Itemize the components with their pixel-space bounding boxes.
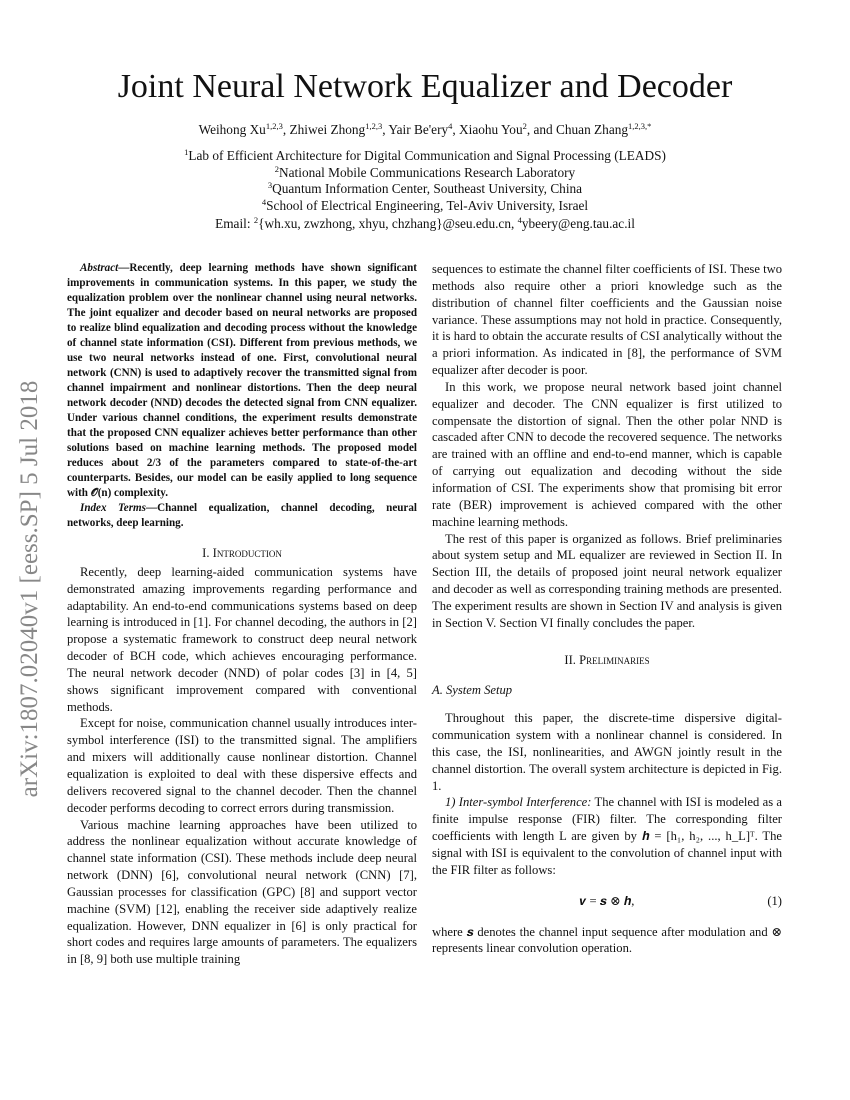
- index-terms-text: —Channel equalization, channel decoding, neural networks, deep learning.: [67, 502, 417, 529]
- paragraph: where 𝒔 denotes the channel input sequence after modulation and ⊗ represents linear convolution operation.: [432, 924, 782, 956]
- paragraph-text: The channel with ISI is modeled as a finite impulse response (FIR) filter. The corresponding filter coefficients with length L are given by 𝒉 = [h₁, h₂, ..., h_L]ᵀ. The signal with ISI is equivalent to the convolution of channel input with the FIR filter as follows:: [432, 795, 782, 877]
- author-list: [0, 122, 850, 139]
- equation-body: 𝒗 = 𝒔 ⊗ 𝒉,: [579, 893, 635, 908]
- email-line: [0, 216, 850, 233]
- author: Zhiwei Zhong: [289, 122, 366, 137]
- left-column: [67, 261, 417, 968]
- right-column: [432, 261, 782, 957]
- section-heading: [432, 652, 782, 669]
- author-sup: 2: [522, 121, 527, 131]
- equation-number: (1): [767, 893, 782, 908]
- author: Weihong Xu: [198, 122, 266, 137]
- email-address[interactable]: ybeery@eng.tau.ac.il: [521, 216, 635, 232]
- author-sup: 4: [448, 121, 453, 131]
- sep: , and: [526, 122, 557, 137]
- paragraph: Recently, deep learning-aided communication systems have demonstrated amazing improvements regarding performance and adaptability. An end-to-end communications systems based on deep learning is introduced in [1]. For channel decoding, the authors in [2] propose a systematic framework to construct deep neural network decoder of BCH code, which achieves encouraging performance. The neural network decoder (NND) of polar codes [3] in [4, 5] shows significant improvement compared with conventional methods.: [67, 564, 417, 714]
- email-sup: 4: [517, 215, 522, 226]
- index-terms: [67, 501, 417, 531]
- paragraph: sequences to estimate the channel filter coefficients of ISI. These two methods also require other a priori knowledge such as the distribution of channel filter coefficients and the Gaussian noise variance. These assumptions may not hold in practice. Consequently, it is hard to obtain the accurate results of CSI analytically without the a priori information. As indicated in [8], the performance of SVM equalizer after decoder is poor.: [432, 262, 782, 378]
- arxiv-identifier: arXiv:1807.02040v1 [eess.SP] 5 Jul 2018: [16, 380, 43, 798]
- equation: [432, 893, 782, 910]
- email-address[interactable]: {wh.xu, zwzhong, xhyu, chzhang}@seu.edu.cn,: [258, 216, 518, 232]
- aff-sup: 1: [184, 147, 189, 157]
- sep: ,: [452, 122, 460, 137]
- abstract: [67, 261, 417, 501]
- section-number: II.: [564, 652, 580, 667]
- sep: ,: [282, 122, 290, 137]
- section-heading: [67, 545, 417, 562]
- author-sup: 1,2,3: [365, 121, 383, 131]
- aff-sup: 4: [261, 196, 267, 207]
- aff-text: School of Electrical Engineering, Tel-Aviv University, Israel: [266, 197, 589, 213]
- aff-sup: 3: [267, 180, 273, 191]
- email-label: Email:: [215, 216, 254, 232]
- affiliation: [0, 198, 850, 215]
- author: Chuan Zhang: [556, 122, 629, 137]
- aff-text: National Mobile Communications Research Laboratory: [279, 164, 576, 180]
- paragraph: [432, 794, 782, 878]
- aff-text: Quantum Information Center, Southeast University, China: [272, 181, 583, 197]
- abstract-text: —Recently, deep learning methods have shown significant improvements in communication systems. In this paper, we study the equalization problem over the nonlinear channel using neural networks. The joint equalizer and decoder based on neural networks are proposed to realize blind equalization and decoding process without the knowledge of channel state information (CSI). Different from previous methods, we use two neural networks instead of one. First, convolutional neural network (CNN) is used to adaptively recover the transmitted signal from channel impairment and nonlinear distortions. Then the deep neural network decoder (NND) decodes the detected signal from CNN equalizer. Under various channel conditions, the experiment results demonstrate that the proposed CNN equalizer achieves better performance than other solutions based on machine learning methods. The proposed model reduces about 2/3 of the parameters compared to state-of-the-art counterparts. Besides, our model can be easily applied to long sequence with 𝒪(n) complexity.: [67, 262, 417, 499]
- paragraph: Except for noise, communication channel usually introduces inter-symbol interference (ISI) to the transmitted signal. The amplifiers and mixers will additionally cause nonlinear distortion. Channel equalization is exploited to deal with these dispersive effects and delivers recovered signal to the channel decoder. Then the channel decoder performs decoding to correct errors during transmission.: [67, 716, 417, 815]
- section-title: Introduction: [212, 546, 282, 560]
- affiliation: [0, 165, 850, 182]
- aff-sup: 2: [274, 163, 280, 174]
- paragraph-label: 1) Inter-symbol Interference:: [445, 795, 592, 810]
- paragraph: In this work, we propose neural network based joint channel equalizer and decoder. The CNN equalizer is first utilized to compensate the distortion of signal. Then the other polar NND is cascaded after CNN to decode the recovered sequence. The networks are trained with an offline and end-to-end manner, which is capable of carrying out equalization and decoding without the side information of CSI. The experiments show that promising bit error rate (BER) improvement is achieved compared with the other machine learning methods.: [432, 379, 782, 529]
- abstract-label: Abstract: [80, 262, 119, 274]
- author-sup: 1,2,3: [265, 121, 283, 131]
- paragraph: Various machine learning approaches have been utilized to address the nonlinear equalization without accurate knowledge of channel state information (CSI). These methods include deep neural network (DNN) [6], convolutional neural network (CNN) [7], Gaussian processes for classification (GPC) [8] and support vector machine (SVM) [12], enabling the receiver side adaptively realize equalization. However, DNN equalizer in [6] is only practical for short codes and requires large amounts of parameters. The equalizers in [8, 9] both use multiple training: [67, 817, 417, 967]
- affiliation: [0, 181, 850, 198]
- sep: ,: [382, 122, 389, 137]
- paper-title: Joint Neural Network Equalizer and Decoder: [117, 68, 733, 105]
- author: Xiaohu You: [459, 122, 523, 137]
- affiliation: [0, 148, 850, 165]
- email-sup: 2: [253, 215, 259, 226]
- aff-text: Lab of Efficient Architecture for Digital Communication and Signal Processing (LEADS): [188, 148, 666, 163]
- subsection-heading: A. System Setup: [432, 683, 513, 698]
- author-sup: 1,2,3,*: [628, 121, 652, 131]
- section-number: I.: [202, 546, 213, 560]
- paragraph: The rest of this paper is organized as follows. Brief preliminaries about system setup and ML equalizer are reviewed in Section II. In Section III, the details of proposed joint neural network equalizer and decoder as well as corresponding training methods are presented. The experiment results are shown in Section IV and analysis is given in Section V. Section VI finally concludes the paper.: [432, 531, 782, 630]
- affiliations: [0, 148, 850, 233]
- paragraph: Throughout this paper, the discrete-time dispersive digital-communication system with a nonlinear channel is considered. In this case, the ISI, nonlinearities, and AWGN jointly result in the channel distortion. The overall system architecture is depicted in Fig. 1.: [432, 711, 782, 793]
- index-terms-label: Index Terms: [80, 502, 146, 514]
- section-title: Preliminaries: [579, 652, 650, 667]
- author: Yair Be'ery: [388, 122, 449, 137]
